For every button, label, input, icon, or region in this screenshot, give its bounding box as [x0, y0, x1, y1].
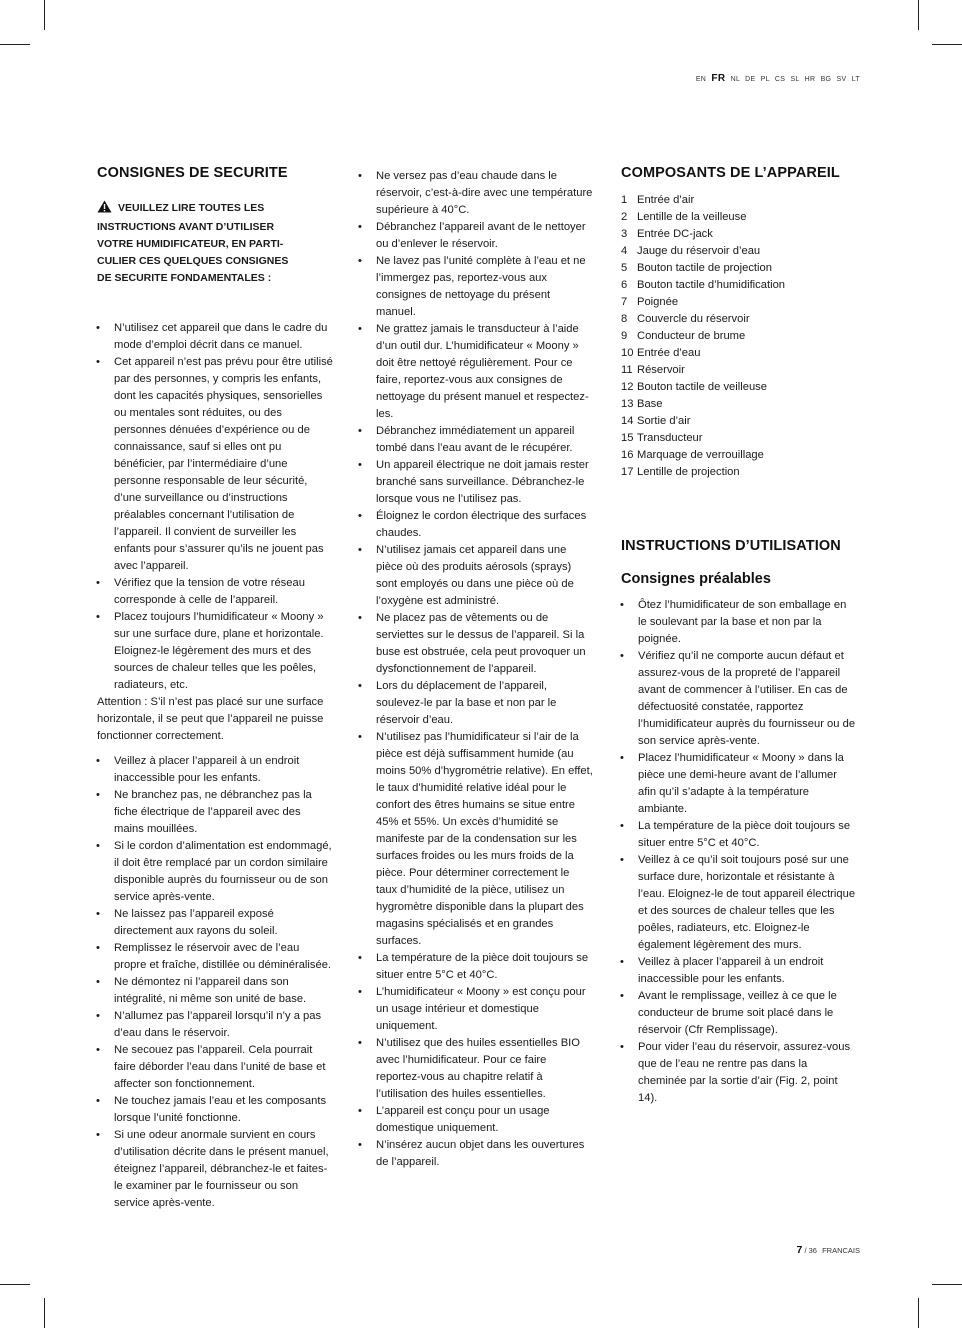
crop-mark [932, 44, 962, 45]
crop-mark [932, 1284, 962, 1285]
lang-de: DE [745, 76, 756, 83]
component-item: 8 Couvercle du réservoir [621, 313, 750, 325]
component-item: 7 Poignée [621, 296, 679, 308]
list-item: • N’utilisez pas l’humidificateur si l’air de la pièce est déjà suffisamment humide (au moins 50% d’hygrométrie relative). En effet, le taux d’humidité relative idéal pour le confort des êtres humains se situe entre 45% et 55%. Un excès d’humidité se manifeste par de la condensation sur les surfaces froides ou les murs froids de la pièce. Pour déterminer correctement le taux d’humidité de la pièce, utilisez un hygromètre disponible dans la plupart des magasins spécialisés et en grandes surfaces. [359, 729, 593, 950]
safety-warning [97, 200, 333, 287]
list-item: • Vérifiez que la tension de votre réseau corresponde à celle de l’appareil. [97, 575, 333, 609]
component-item: 15 Transducteur [621, 432, 703, 444]
warning-line: INSTRUCTIONS AVANT D’UTILISER [97, 221, 275, 233]
warning-line: CULIER CES QUELQUES CONSIGNES [97, 255, 289, 267]
warning-line: VOTRE HUMIDIFICATEUR, EN PARTI- [97, 238, 284, 250]
warning-line: VEUILLEZ LIRE TOUTES LES [118, 202, 265, 214]
list-item: • Débranchez l’appareil avant de le nettoyer ou d’enlever le réservoir. [359, 219, 593, 253]
lang-pl: PL [760, 76, 770, 83]
lang-sl: SL [790, 76, 800, 83]
component-item: 16 Marquage de verrouillage [621, 449, 764, 461]
component-item: 1 Entrée d’air [621, 194, 695, 206]
list-item: • Placez l’humidificateur « Moony » dans la pièce une demi-heure avant de l’allumer afin qu’il s’adapte à la température ambiante. [621, 750, 856, 818]
list-item: • Pour vider l’eau du réservoir, assurez-vous que de l’eau ne rentre pas dans la cheminée par la sortie d’air (Fig. 2, point 14). [621, 1039, 856, 1107]
list-item: • Ne démontez ni l’appareil dans son intégralité, ni même son unité de base. [97, 974, 333, 1008]
component-item: 9 Conducteur de brume [621, 330, 746, 342]
safety-note: Attention : S’il n’est pas placé sur une surface horizontale, il se peut que l’appareil ne puisse fonctionner correctement. [97, 696, 324, 742]
list-item: • Débranchez immédiatement un appareil tombé dans l’eau avant de le récupérer. [359, 423, 593, 457]
component-item: 6 Bouton tactile d’humidification [621, 279, 786, 291]
list-item: • Lors du déplacement de l’appareil, soulevez-le par la base et non par le réservoir d’eau. [359, 678, 593, 729]
safety-list-a [97, 320, 333, 694]
footer-language: FRANCAIS [822, 1246, 860, 1255]
component-item: 17 Lentille de projection [621, 466, 740, 478]
component-item: 10 Entrée d’eau [621, 347, 701, 359]
list-item: • Veillez à ce qu’il soit toujours posé sur une surface dure, horizontale et résistante à l’eau. Eloignez-le de tout appareil électrique et des sources de chaleur telles que les poêles, radiateurs, etc. Eloignez-le également légèrement des murs. [621, 852, 856, 954]
list-item: • Vérifiez qu’il ne comporte aucun défaut et assurez-vous de la propreté de l’appareil avant de commencer à l’utiliser. En cas de défectuosité constatée, rapportez l’humidificateur auprès du fournisseur ou de son service après-vente. [621, 648, 856, 750]
lang-cs: CS [774, 76, 786, 83]
column-safety-1 [97, 165, 333, 1212]
lang-sv: SV [836, 76, 847, 83]
list-item: • N’allumez pas l’appareil lorsqu’il n’y a pas d’eau dans le réservoir. [97, 1008, 333, 1042]
page-total: / 36 [804, 1246, 817, 1255]
list-item: • N’utilisez que des huiles essentielles BIO avec l’humidificateur. Pour ce faire reportez-vous au chapitre relatif à l’utilisation des huiles essentielles. [359, 1035, 593, 1103]
column-components [621, 165, 856, 1107]
lang-hr: HR [804, 76, 816, 83]
list-item: • Ne lavez pas l’unité complète à l’eau et ne l’immergez pas, reportez-vous aux consignes de nettoyage du présent manuel. [359, 253, 593, 321]
list-item: • N’insérez aucun objet dans les ouvertures de l’appareil. [359, 1137, 593, 1171]
components-title: COMPOSANTS DE L’APPAREIL [621, 165, 840, 181]
list-item: • La température de la pièce doit toujours se situer entre 5°C et 40°C. [359, 950, 593, 984]
instructions-list [621, 597, 856, 1107]
crop-mark [918, 1298, 919, 1328]
component-item: 14 Sortie d’air [621, 415, 691, 427]
component-item: 11 Réservoir [621, 364, 685, 376]
safety-list-b [97, 753, 333, 1212]
component-item: 13 Base [621, 398, 663, 410]
lang-fr-active: FR [711, 73, 726, 84]
list-item: • Veillez à placer l’appareil à un endroit inaccessible pour les enfants. [621, 954, 856, 988]
list-item: • Si une odeur anormale survient en cours d’utilisation décrite dans le présent manuel, éteignez l’appareil, débranchez-le et faites-le examiner par le fournisseur ou son service après-vente. [97, 1127, 333, 1212]
list-item: • L’humidificateur « Moony » est conçu pour un usage intérieur et domestique uniquement. [359, 984, 593, 1035]
instructions-title: INSTRUCTIONS D’UTILISATION [621, 538, 841, 554]
list-item: • Cet appareil n’est pas prévu pour être utilisé par des personnes, y compris les enfants, dont les capacités physiques, sensorielles ou mentales sont réduites, ou des personnes dénuées d’expérience ou de connaissance, sauf si elles ont pu bénéficier, par l’intermédiaire d’une personne responsable de leur sécurité, d’une surveillance ou d’instructions préalables concernant l’utilisation de l’appareil. Il convient de surveiller les enfants pour s’assurer qu’ils ne jouent pas avec l’appareil. [97, 354, 333, 575]
lang-bg: BG [820, 76, 832, 83]
list-item: • Ne laissez pas l’appareil exposé directement aux rayons du soleil. [97, 906, 333, 940]
crop-mark [918, 0, 919, 30]
component-item: 4 Jauge du réservoir d’eau [621, 245, 761, 257]
safety-list-c [359, 168, 593, 1171]
list-item: • Éloignez le cordon électrique des surfaces chaudes. [359, 508, 593, 542]
crop-mark [44, 1298, 45, 1328]
lang-nl: NL [730, 76, 740, 83]
page-number: 7 [796, 1244, 803, 1256]
list-item: • N’utilisez cet appareil que dans le cadre du mode d’emploi décrit dans ce manuel. [97, 320, 333, 354]
list-item: • Un appareil électrique ne doit jamais rester branché sans surveillance. Débranchez-le lorsque vous ne l’utilisez pas. [359, 457, 593, 508]
list-item: • Placez toujours l’humidificateur « Moony » sur une surface dure, plane et horizontale. Eloignez-le légèrement des murs et des sources de chaleur telles que les poêles, radiateurs, etc. [97, 609, 333, 694]
warning-icon [97, 200, 112, 219]
instructions-subtitle: Consignes préalables [621, 571, 771, 587]
page-footer [797, 1244, 860, 1256]
warning-line: DE SECURITE FONDAMENTALES : [97, 272, 272, 284]
list-item: • Ne touchez jamais l’eau et les composants lorsque l’unité fonctionne. [97, 1093, 333, 1127]
component-item: 12 Bouton tactile de veilleuse [621, 381, 767, 393]
crop-mark [44, 0, 45, 30]
components-list [621, 192, 856, 481]
lang-en: EN [695, 76, 707, 83]
crop-mark [0, 1284, 30, 1285]
safety-title: CONSIGNES DE SECURITE [97, 165, 288, 181]
language-selector [693, 73, 860, 84]
list-item: • Ne versez pas d’eau chaude dans le réservoir, c’est-à-dire avec une température supérieure à 40°C. [359, 168, 593, 219]
list-item: • Si le cordon d’alimentation est endommagé, il doit être remplacé par un cordon similaire disponible auprès du fournisseur ou de son service après-vente. [97, 838, 333, 906]
list-item: • Remplissez le réservoir avec de l’eau propre et fraîche, distillée ou déminéralisée. [97, 940, 333, 974]
list-item: • Avant le remplissage, veillez à ce que le conducteur de brume soit placé dans le réservoir (Cfr Remplissage). [621, 988, 856, 1039]
list-item: • Ne grattez jamais le transducteur à l’aide d’un outil dur. L’humidificateur « Moony » doit être nettoyé régulièrement. Pour ce faire, reportez-vous aux consignes de nettoyage du présent manuel et respectez-les. [359, 321, 593, 423]
list-item: • La température de la pièce doit toujours se situer entre 5°C et 40°C. [621, 818, 856, 852]
list-item: • Ne secouez pas l’appareil. Cela pourrait faire déborder l’eau dans l’unité de base et affecter son fonctionnement. [97, 1042, 333, 1093]
list-item: • Veillez à placer l’appareil à un endroit inaccessible pour les enfants. [97, 753, 333, 787]
crop-mark [0, 44, 30, 45]
component-item: 3 Entrée DC-jack [621, 228, 713, 240]
lang-lt: LT [851, 76, 860, 83]
component-item: 2 Lentille de la veilleuse [621, 211, 747, 223]
list-item: • Ne placez pas de vêtements ou de serviettes sur le dessus de l’appareil. Si la buse est obstruée, cela peut provoquer un dysfonctionnement de l’appareil. [359, 610, 593, 678]
list-item: • Ôtez l’humidificateur de son emballage en le soulevant par la base et non par la poignée. [621, 597, 856, 648]
component-item: 5 Bouton tactile de projection [621, 262, 772, 274]
list-item: • Ne branchez pas, ne débranchez pas la fiche électrique de l’appareil avec des mains mouillées. [97, 787, 333, 838]
list-item: • L’appareil est conçu pour un usage domestique uniquement. [359, 1103, 593, 1137]
column-safety-2 [359, 168, 593, 1171]
list-item: • N’utilisez jamais cet appareil dans une pièce où des produits aérosols (sprays) sont employés ou dans une pièce où de l’oxygène est administré. [359, 542, 593, 610]
